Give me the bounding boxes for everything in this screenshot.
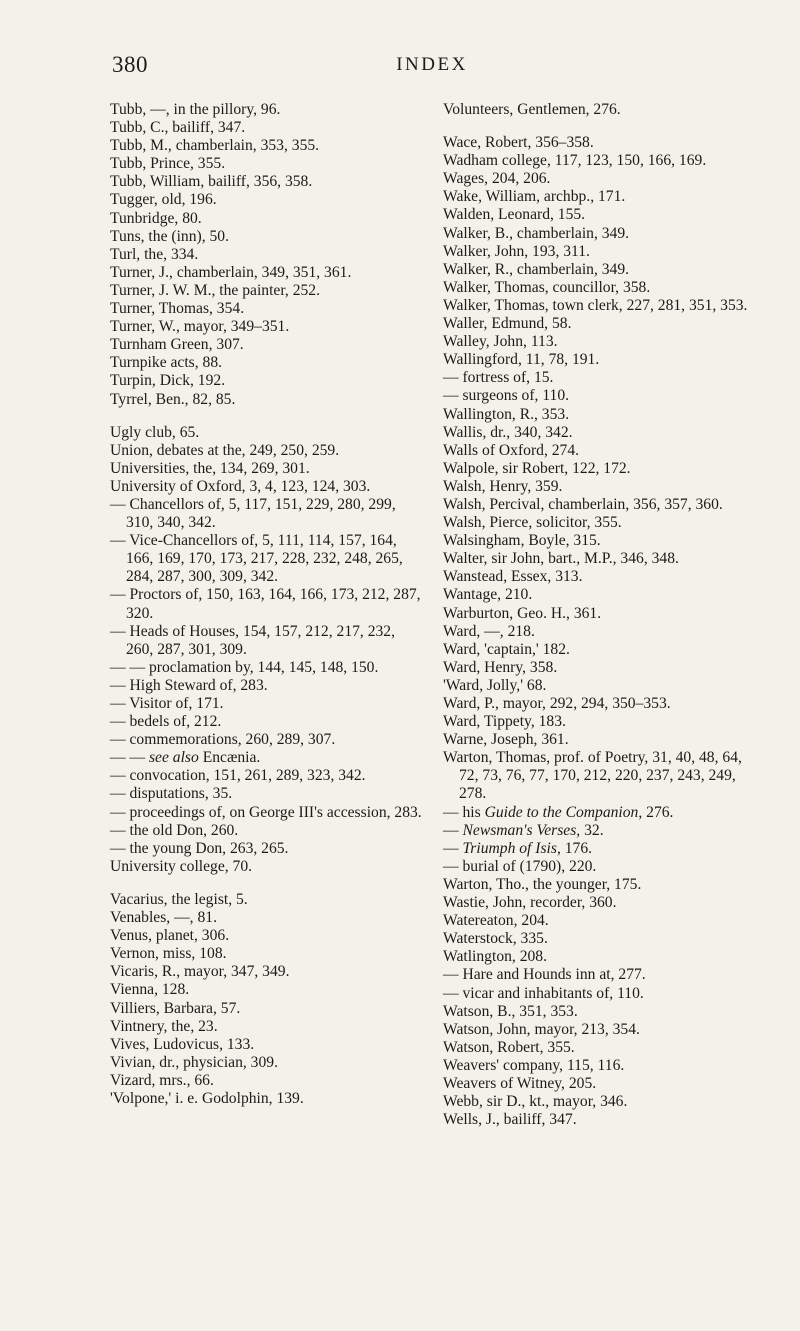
- index-entry: Warburton, Geo. H., 361.: [443, 604, 602, 622]
- index-entry: Vivian, dr., physician, 309.: [110, 1053, 278, 1071]
- index-entry: — Hare and Hounds inn at, 277.: [443, 966, 646, 984]
- index-entry: 'Ward, Jolly,' 68.: [443, 676, 547, 694]
- index-entry: Walsh, Pierce, solicitor, 355.: [443, 514, 622, 532]
- index-entry: Turl, the, 334.: [110, 245, 199, 263]
- index-entry: Wallis, dr., 340, 342.: [443, 423, 573, 441]
- index-entry: Walsingham, Boyle, 315.: [443, 532, 601, 550]
- index-entry: — vicar and inhabitants of, 110.: [443, 984, 644, 1002]
- index-entry: — convocation, 151, 261, 289, 323, 342.: [110, 767, 366, 785]
- index-entry: Vicaris, R., mayor, 347, 349.: [110, 963, 290, 981]
- index-entry: Watereaton, 204.: [443, 912, 549, 930]
- index-entry: Vizard, mrs., 66.: [110, 1071, 214, 1089]
- index-entry: Ward, —, 218.: [443, 622, 535, 640]
- index-entry: Vacarius, the legist, 5.: [110, 890, 248, 908]
- index-entry: Venables, —, 81.: [110, 909, 217, 927]
- index-entry: Walpole, sir Robert, 122, 172.: [443, 459, 631, 477]
- index-entry: Wantage, 210.: [443, 586, 533, 604]
- index-entry: [443, 804, 758, 822]
- entry-suffix: , 176.: [556, 839, 593, 857]
- index-entry: — disputations, 35.: [110, 785, 233, 803]
- index-entry: Watson, John, mayor, 213, 354.: [443, 1020, 640, 1038]
- index-entry: Tubb, William, bailiff, 356, 358.: [110, 173, 313, 191]
- index-entry: Ward, 'captain,' 182.: [443, 640, 570, 658]
- index-entry: Turnham Green, 307.: [110, 336, 244, 354]
- index-entry: Webb, sir D., kt., mayor, 346.: [443, 1093, 628, 1111]
- index-entry: — surgeons of, 110.: [443, 387, 570, 405]
- index-entry: Turner, J. W. M., the painter, 252.: [110, 281, 320, 299]
- index-entry: Walley, John, 113.: [443, 333, 558, 351]
- index-entry: Tubb, Prince, 355.: [110, 155, 226, 173]
- index-entry: Walker, B., chamberlain, 349.: [443, 224, 630, 242]
- index-entry: Turner, Thomas, 354.: [110, 300, 245, 318]
- index-entry: Waterstock, 335.: [443, 930, 548, 948]
- index-entry: Turnpike acts, 88.: [110, 354, 223, 372]
- index-entry: Walls of Oxford, 274.: [443, 441, 580, 459]
- index-entry: — proceedings of, on George III's accession, 283.: [110, 803, 422, 821]
- index-entry: Wages, 204, 206.: [443, 170, 551, 188]
- index-entry: — Vice-Chancellors of, 5, 111, 114, 157, 164, 166, 169, 170, 173, 217, 228, 232, 248, 265, 284, 287, 300, 309, 342.: [110, 532, 403, 586]
- index-entry: Villiers, Barbara, 57.: [110, 999, 241, 1017]
- index-entry: Wake, William, archbp., 171.: [443, 188, 626, 206]
- index-entry: [443, 822, 758, 840]
- index-entry: Venus, planet, 306.: [110, 927, 230, 945]
- index-entry: — the young Don, 263, 265.: [110, 839, 289, 857]
- index-entry: University college, 70.: [110, 857, 253, 875]
- index-entry: Tugger, old, 196.: [110, 191, 217, 209]
- index-entry: Vernon, miss, 108.: [110, 945, 227, 963]
- index-column-left: [110, 101, 425, 1108]
- index-entry: Walter, sir John, bart., M.P., 346, 348.: [443, 550, 679, 568]
- index-entry: [110, 749, 425, 767]
- index-entry: Weavers of Witney, 205.: [443, 1074, 597, 1092]
- index-entry: Wanstead, Essex, 313.: [443, 568, 583, 586]
- index-entry: Wallingford, 11, 78, 191.: [443, 351, 600, 369]
- index-entry: Turner, W., mayor, 349–351.: [110, 318, 290, 336]
- index-entry: Universities, the, 134, 269, 301.: [110, 459, 310, 477]
- index-entry: Vives, Ludovicus, 133.: [110, 1035, 255, 1053]
- index-entry: — Visitor of, 171.: [110, 695, 224, 712]
- index-entry: — fortress of, 15.: [443, 369, 554, 387]
- index-entry: — burial of (1790), 220.: [443, 857, 597, 875]
- index-entry: Vienna, 128.: [110, 981, 190, 999]
- entry-prefix: — his: [443, 803, 485, 821]
- entry-italic-title: Guide to the Companion: [484, 803, 639, 821]
- index-entry: — bedels of, 212.: [110, 713, 222, 731]
- index-entry: Volunteers, Gentlemen, 276.: [443, 101, 621, 118]
- index-entry: Warton, Thomas, prof. of Poetry, 31, 40, 48, 64, 72, 73, 76, 77, 170, 212, 220, 237, 243, 249, 278.: [443, 749, 742, 803]
- entry-italic-title: Triumph of Isis: [462, 839, 557, 857]
- entry-suffix: Encænia.: [198, 749, 261, 767]
- index-entry: Union, debates at the, 249, 250, 259.: [110, 441, 340, 459]
- entry-italic-title: see also: [148, 749, 199, 767]
- index-entry: Turpin, Dick, 192.: [110, 372, 226, 390]
- index-entry: Watson, B., 351, 353.: [443, 1002, 578, 1020]
- index-entry: Tubb, C., bailiff, 347.: [110, 119, 246, 137]
- entry-suffix: , 276.: [638, 803, 674, 821]
- index-entry: Walden, Leonard, 155.: [443, 206, 586, 224]
- entry-italic-title: Newsman's Verses: [462, 821, 577, 839]
- index-entry: Walker, Thomas, town clerk, 227, 281, 351, 353.: [443, 296, 748, 314]
- index-entry: — — proclamation by, 144, 145, 148, 150.: [110, 658, 379, 676]
- index-entry: Wadham college, 117, 123, 150, 166, 169.: [443, 152, 707, 170]
- index-entry: — commemorations, 260, 289, 307.: [110, 731, 336, 749]
- entry-prefix: —: [443, 839, 463, 857]
- index-entry: Ugly club, 65.: [110, 423, 200, 441]
- index-entry: Wallington, R., 353.: [443, 405, 570, 423]
- index-entry: Tubb, —, in the pillory, 96.: [110, 101, 281, 118]
- index-entry: Walker, Thomas, councillor, 358.: [443, 278, 651, 296]
- index-entry: Waller, Edmund, 58.: [443, 315, 572, 333]
- page-number: 380: [112, 52, 148, 77]
- index-entry: Watson, Robert, 355.: [443, 1038, 575, 1056]
- index-entry: Ward, Tippety, 183.: [443, 713, 566, 731]
- index-entry: — the old Don, 260.: [110, 821, 239, 839]
- index-entry: [443, 840, 758, 858]
- index-entry: Warne, Joseph, 361.: [443, 731, 569, 749]
- index-entry: Tubb, M., chamberlain, 353, 355.: [110, 137, 320, 155]
- index-entry: Ward, P., mayor, 292, 294, 350–353.: [443, 695, 671, 712]
- index-entry: Walsh, Percival, chamberlain, 356, 357, 360.: [443, 495, 723, 513]
- index-entry: Ward, Henry, 358.: [443, 658, 558, 676]
- index-entry: Weavers' company, 115, 116.: [443, 1056, 625, 1074]
- index-entry: Wastie, John, recorder, 360.: [443, 894, 617, 912]
- entry-suffix: , 32.: [576, 821, 604, 839]
- index-entry: Wace, Robert, 356–358.: [443, 134, 594, 152]
- running-head: INDEX: [396, 54, 468, 75]
- index-entry: — Chancellors of, 5, 117, 151, 229, 280, 299, 310, 340, 342.: [110, 495, 396, 532]
- index-entry: Tyrrel, Ben., 82, 85.: [110, 390, 236, 408]
- index-entry: Tuns, the (inn), 50.: [110, 227, 229, 245]
- index-entry: Watlington, 208.: [443, 948, 547, 966]
- index-entry: — Proctors of, 150, 163, 164, 166, 173, 212, 287, 320.: [110, 586, 421, 622]
- index-entry: Walker, R., chamberlain, 349.: [443, 260, 630, 278]
- index-entry: Walsh, Henry, 359.: [443, 477, 563, 495]
- entry-prefix: —: [443, 821, 463, 839]
- index-entry: Warton, Tho., the younger, 175.: [443, 875, 642, 893]
- index-entry: Turner, J., chamberlain, 349, 351, 361.: [110, 263, 352, 281]
- index-entry: Tunbridge, 80.: [110, 209, 202, 227]
- index-entry: Wells, J., bailiff, 347.: [443, 1111, 577, 1129]
- entry-prefix: — —: [110, 749, 149, 767]
- index-entry: 'Volpone,' i. e. Godolphin, 139.: [110, 1089, 304, 1107]
- index-entry: University of Oxford, 3, 4, 123, 124, 303.: [110, 477, 371, 495]
- index-column-right: [443, 101, 758, 1129]
- index-entry: — High Steward of, 283.: [110, 676, 268, 694]
- page-header: [112, 52, 752, 82]
- index-entry: Vintnery, the, 23.: [110, 1017, 218, 1035]
- index-entry: — Heads of Houses, 154, 157, 212, 217, 232, 260, 287, 301, 309.: [110, 622, 395, 658]
- index-entry: Walker, John, 193, 311.: [443, 242, 590, 260]
